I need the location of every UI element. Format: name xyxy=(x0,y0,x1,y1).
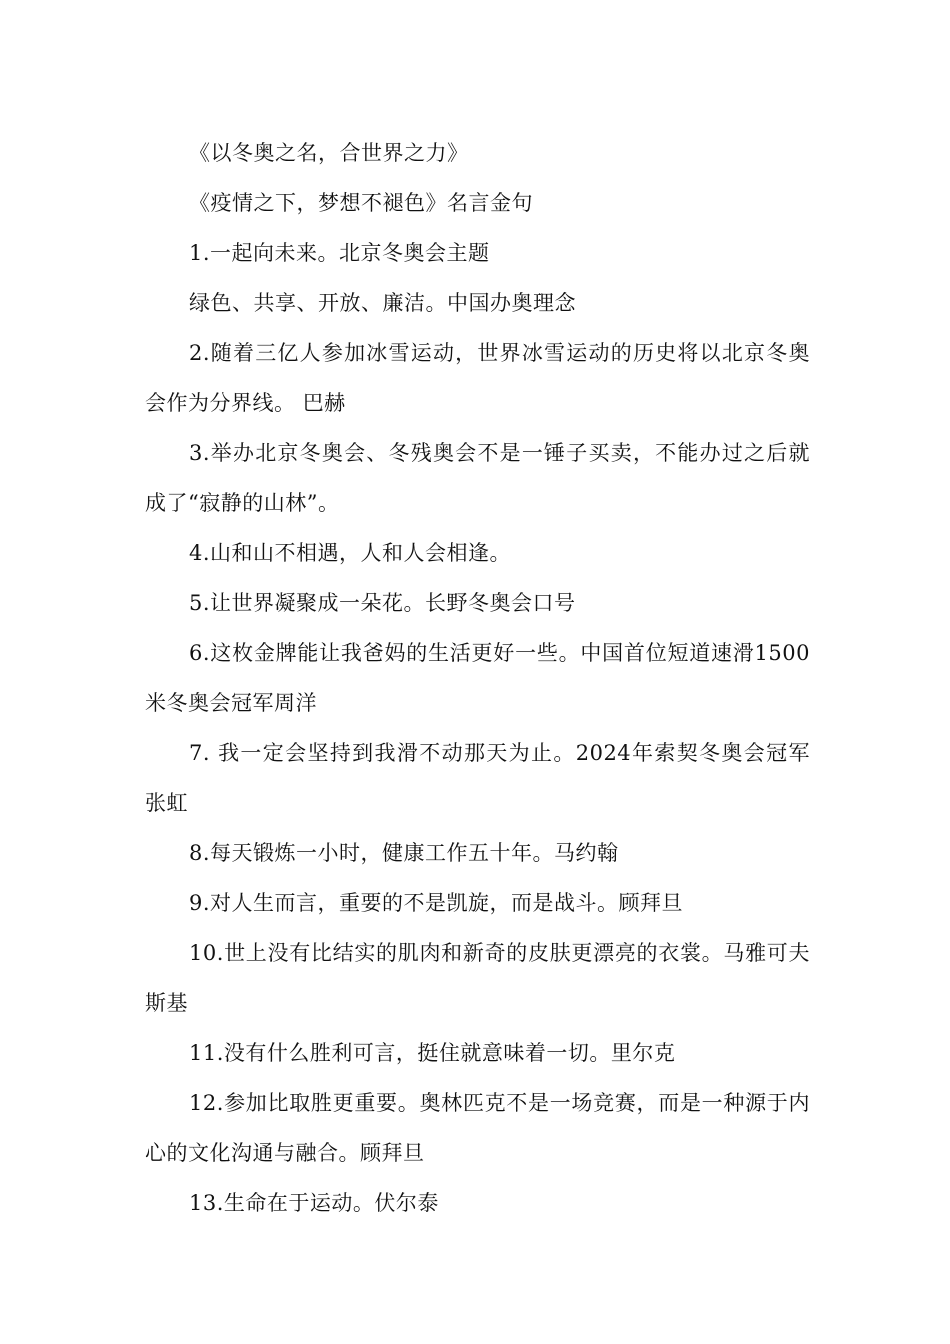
quote-5: 5.让世界凝聚成一朵花。长野冬奥会口号 xyxy=(189,591,576,615)
quote-4: 4.山和山不相遇，人和人会相逢。 xyxy=(189,541,512,565)
quote-1-note: 绿色、共享、开放、廉洁。中国办奥理念 xyxy=(189,291,576,315)
quote-9: 9.对人生而言，重要的不是凯旋，而是战斗。顾拜旦 xyxy=(189,891,684,915)
quote-13: 13.生命在于运动。伏尔泰 xyxy=(189,1191,439,1215)
quote-1: 1.一起向未来。北京冬奥会主题 xyxy=(189,241,490,265)
quote-10: 10.世上没有比结实的肌肉和新奇的皮肤更漂亮的衣裳。马雅可夫斯基 xyxy=(145,941,810,1015)
quote-3: 3.举办北京冬奥会、冬残奥会不是一锤子买卖，不能办过之后就成了“寂静的山林”。 xyxy=(145,441,810,515)
quote-11: 11.没有什么胜利可言，挺住就意味着一切。里尔克 xyxy=(189,1041,676,1065)
quote-8: 8.每天锻炼一小时，健康工作五十年。马约翰 xyxy=(189,841,619,865)
document-body xyxy=(145,128,810,1228)
quote-12: 12.参加比取胜更重要。奥林匹克不是一场竞赛，而是一种源于内心的文化沟通与融合。顾拜旦 xyxy=(145,1091,810,1165)
quote-7: 7. 我一定会坚持到我滑不动那天为止。2024年索契冬奥会冠军 张虹 xyxy=(145,741,810,815)
heading-line-2: 《疫情之下，梦想不褪色》名言金句 xyxy=(189,191,533,215)
heading-line-1: 《以冬奥之名，合世界之力》 xyxy=(189,141,469,165)
quote-6: 6.这枚金牌能让我爸妈的生活更好一些。中国首位短道速滑1500米冬奥会冠军周洋 xyxy=(145,641,810,715)
quote-2: 2.随着三亿人参加冰雪运动，世界冰雪运动的历史将以北京冬奥会作为分界线。 巴赫 xyxy=(145,341,810,415)
